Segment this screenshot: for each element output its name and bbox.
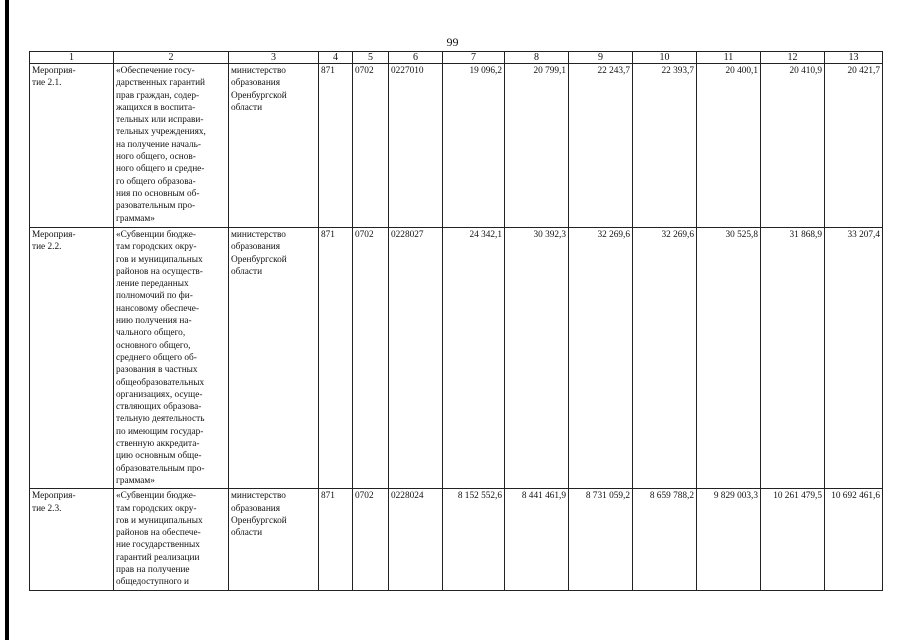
table-row: [30, 228, 883, 489]
description-cell: «Субвенции бюдже- там городских окру- гов и муниципальных районов на осуществ- ление переданных полномочий по фи- нансовому обеспече- нию получения на- чального общего, основного общего, среднего общего об- разования в частных общеобразовательных организациях, осуще- ствляющих образова- тельную деятельность по имеющим государ- ственную аккредита- цию основным обще- образовательным про- граммам»: [114, 228, 229, 489]
value-cell: 19 096,2: [443, 64, 505, 228]
grbs-cell: 871: [319, 64, 353, 228]
value-cell: 8 441 461,9: [505, 489, 569, 590]
value-cell: 33 207,4: [825, 228, 883, 489]
rzpr-cell: 0702: [353, 64, 389, 228]
col-header: 13: [825, 52, 883, 64]
description-cell: «Субвенции бюдже- там городских окру- гов и муниципальных районов на обеспече- ние государственных гарантий реализации прав на получение общедоступного и: [114, 489, 229, 590]
event-cell: Мероприя- тие 2.2.: [30, 228, 114, 489]
csr-cell: 0227010: [389, 64, 443, 228]
value-cell: 24 342,1: [443, 228, 505, 489]
value-cell: 22 393,7: [633, 64, 697, 228]
value-cell: 20 410,9: [761, 64, 825, 228]
page-number: 99: [446, 35, 459, 49]
grbs-cell: 871: [319, 228, 353, 489]
header-row: [30, 52, 883, 64]
scan-margin-bar: [5, 0, 9, 640]
program-table: [29, 51, 883, 591]
csr-cell: 0228024: [389, 489, 443, 590]
col-header: 1: [30, 52, 114, 64]
value-cell: 22 243,7: [569, 64, 633, 228]
table-row: [30, 489, 883, 590]
value-cell: 10 692 461,6: [825, 489, 883, 590]
col-header: 11: [697, 52, 761, 64]
value-cell: 8 152 552,6: [443, 489, 505, 590]
value-cell: 9 829 003,3: [697, 489, 761, 590]
table-row: [30, 64, 883, 228]
executor-cell: министерство образования Оренбургской области: [229, 489, 319, 590]
value-cell: 10 261 479,5: [761, 489, 825, 590]
col-header: 7: [443, 52, 505, 64]
executor-cell: министерство образования Оренбургской области: [229, 64, 319, 228]
value-cell: 32 269,6: [633, 228, 697, 489]
event-cell: Мероприя- тие 2.1.: [30, 64, 114, 228]
value-cell: 30 392,3: [505, 228, 569, 489]
value-cell: 20 421,7: [825, 64, 883, 228]
col-header: 4: [319, 52, 353, 64]
description-cell: «Обеспечение госу- дарственных гарантий прав граждан, содер- жащихся в воспита- тельных или исправи- тельных учреждениях, на получение началь- ного общего, основ- ного общего и средне- го общего образова- ния по основным об- разовательным про- граммам»: [114, 64, 229, 228]
value-cell: 20 799,1: [505, 64, 569, 228]
value-cell: 8 731 059,2: [569, 489, 633, 590]
col-header: 10: [633, 52, 697, 64]
value-cell: 31 868,9: [761, 228, 825, 489]
value-cell: 8 659 788,2: [633, 489, 697, 590]
col-header: 3: [229, 52, 319, 64]
value-cell: 32 269,6: [569, 228, 633, 489]
col-header: 6: [389, 52, 443, 64]
executor-cell: министерство образования Оренбургской области: [229, 228, 319, 489]
value-cell: 20 400,1: [697, 64, 761, 228]
col-header: 9: [569, 52, 633, 64]
col-header: 12: [761, 52, 825, 64]
value-cell: 30 525,8: [697, 228, 761, 489]
col-header: 2: [114, 52, 229, 64]
csr-cell: 0228027: [389, 228, 443, 489]
rzpr-cell: 0702: [353, 228, 389, 489]
col-header: 5: [353, 52, 389, 64]
grbs-cell: 871: [319, 489, 353, 590]
event-cell: Мероприя- тие 2.3.: [30, 489, 114, 590]
rzpr-cell: 0702: [353, 489, 389, 590]
col-header: 8: [505, 52, 569, 64]
